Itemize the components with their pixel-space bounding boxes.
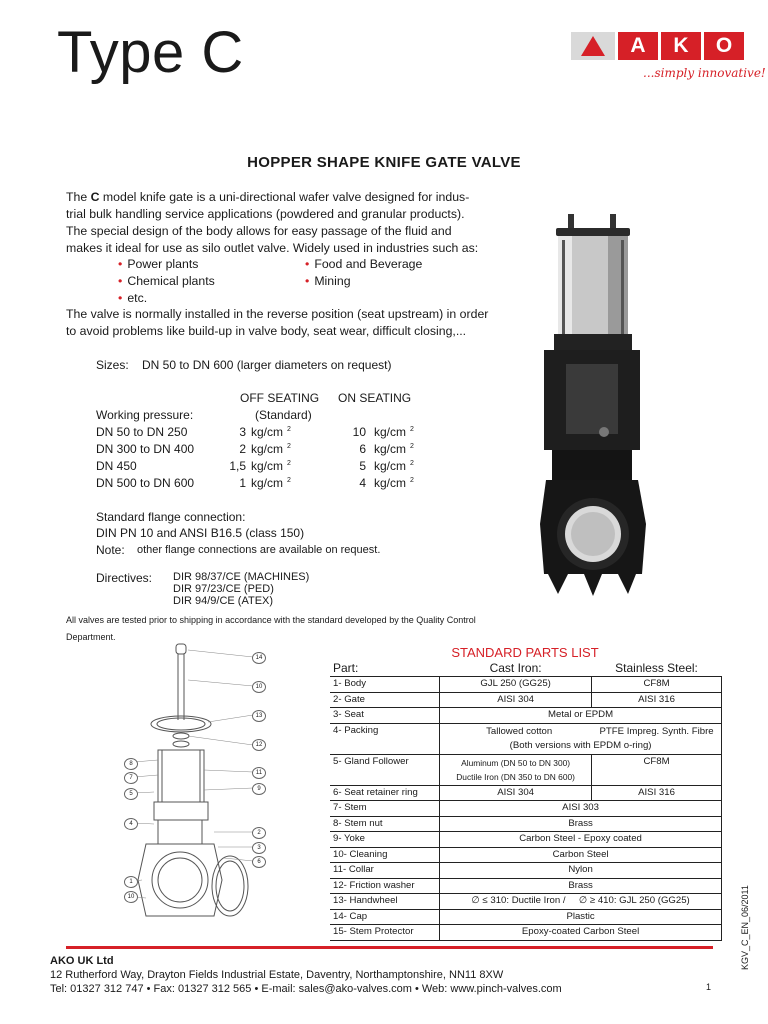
table-row bbox=[330, 816, 722, 832]
callout-number: 14 bbox=[252, 652, 266, 664]
intro-line-6: to avoid problems like build-up in valve body, seat wear, difficult closing,... bbox=[66, 324, 467, 338]
logo-letter-k: K bbox=[661, 32, 701, 60]
flange-value: DIN PN 10 and ANSI B16.5 (class 150) bbox=[96, 526, 305, 540]
part-name: 3- Seat bbox=[330, 708, 440, 724]
table-row bbox=[330, 925, 722, 941]
column-header: Stainless Steel: bbox=[615, 661, 698, 675]
table-row bbox=[330, 677, 722, 693]
bullet-item: • Mining bbox=[305, 274, 351, 288]
flange-label: Standard flange connection: bbox=[96, 510, 246, 524]
packing-cell: Tallowed cotton PTFE Impreg. Synth. Fibre (Both versions with EPDM o-ring) bbox=[440, 723, 722, 754]
logo-letter-o: O bbox=[704, 32, 744, 60]
part-name: 8- Stem nut bbox=[330, 816, 440, 832]
table-row bbox=[330, 692, 722, 708]
part-name: 11- Collar bbox=[330, 863, 440, 879]
callout-number: 6 bbox=[252, 856, 266, 868]
pressure-on-value: 10 bbox=[352, 425, 366, 439]
material-cell: Brass bbox=[440, 878, 722, 894]
material-cell: Carbon Steel - Epoxy coated bbox=[440, 832, 722, 848]
table-row bbox=[330, 785, 722, 801]
intro-line-2: trial bulk handling service applications (powdered and granular products). bbox=[66, 207, 465, 221]
part-name: 10- Cleaning bbox=[330, 847, 440, 863]
company-address: 12 Rutherford Way, Drayton Fields Industrial Estate, Daventry, Northamptonshire, NN11 8XW bbox=[50, 969, 504, 981]
table-row bbox=[330, 754, 722, 785]
callout-number: 3 bbox=[252, 842, 266, 854]
working-pressure-label: Working pressure: bbox=[96, 408, 194, 422]
table-row bbox=[330, 723, 722, 754]
pressure-dn: DN 500 to DN 600 bbox=[96, 476, 195, 490]
part-name: 2- Gate bbox=[330, 692, 440, 708]
exploded-diagram bbox=[118, 640, 268, 928]
stainless-steel-cell: CF8M bbox=[592, 677, 722, 693]
pressure-on-value: 6 bbox=[359, 442, 366, 456]
intro-line-1: The C model knife gate is a uni-directional wafer valve designed for indus- bbox=[66, 190, 470, 204]
bullet-item: • Power plants bbox=[118, 257, 199, 271]
table-header-row bbox=[330, 660, 722, 677]
cast-iron-cell: Aluminum (DN 50 to DN 300) Ductile Iron (DN 350 to DN 600) bbox=[440, 754, 592, 785]
cast-iron-cell: AISI 304 bbox=[440, 692, 592, 708]
material-cell: Metal or EPDM bbox=[440, 708, 722, 724]
stainless-steel-cell: AISI 316 bbox=[592, 785, 722, 801]
callout-number: 11 bbox=[252, 767, 266, 779]
part-name: 5- Gland Follower bbox=[330, 754, 440, 785]
tested-note: All valves are tested prior to shipping in accordance with the standard developed by the Quality Control Department. bbox=[66, 615, 476, 642]
parts-table bbox=[330, 660, 722, 941]
pressure-unit: kg/cm $^2$ bbox=[374, 442, 414, 456]
on-seating-header: ON SEATING bbox=[338, 391, 412, 405]
callout-number: 10 bbox=[124, 891, 138, 903]
pressure-dn: DN 50 to DN 250 bbox=[96, 425, 188, 439]
document-reference: KGV_C_EN_06/2011 bbox=[740, 885, 750, 970]
sizes-value: DN 50 to DN 600 (larger diameters on request) bbox=[142, 358, 392, 372]
page-number: 1 bbox=[706, 982, 712, 992]
sizes-label: Sizes: bbox=[96, 358, 129, 372]
pressure-unit: kg/cm $^2$ bbox=[251, 476, 291, 490]
pressure-dn: DN 450 bbox=[96, 459, 137, 473]
pressure-unit: kg/cm $^2$ bbox=[251, 459, 291, 473]
material-cell: Plastic bbox=[440, 909, 722, 925]
callout-number: 7 bbox=[124, 772, 138, 784]
callout-number: 1 bbox=[124, 876, 138, 888]
material-cell: Epoxy-coated Carbon Steel bbox=[440, 925, 722, 941]
stainless-steel-cell: CF8M bbox=[592, 754, 722, 785]
company-contact: Tel: 01327 312 747 • Fax: 01327 312 565 • E-mail: sales@ako-valves.com • Web: www.pinch-valves.com bbox=[50, 983, 562, 995]
part-name: 9- Yoke bbox=[330, 832, 440, 848]
callout-number: 13 bbox=[252, 710, 266, 722]
off-seating-header: OFF SEATING bbox=[240, 391, 320, 405]
table-row bbox=[330, 863, 722, 879]
callout-number: 8 bbox=[124, 758, 138, 770]
table-row bbox=[330, 909, 722, 925]
callout-number: 4 bbox=[124, 818, 138, 830]
table-row bbox=[330, 847, 722, 863]
note-text: other flange connections are available on request. bbox=[137, 544, 381, 556]
logo-letter-a: A bbox=[618, 32, 658, 60]
pressure-unit: kg/cm $^2$ bbox=[374, 425, 414, 439]
valve-photo bbox=[538, 214, 648, 604]
pressure-dn: DN 300 to DN 400 bbox=[96, 442, 195, 456]
cast-iron-cell: AISI 304 bbox=[440, 785, 592, 801]
pressure-off-value: 1 bbox=[239, 476, 246, 490]
part-name: 7- Stem bbox=[330, 801, 440, 817]
cast-iron-cell: GJL 250 (GG25) bbox=[440, 677, 592, 693]
footer-divider bbox=[66, 946, 713, 949]
callout-number: 5 bbox=[124, 788, 138, 800]
part-name: 14- Cap bbox=[330, 909, 440, 925]
intro-line-4: makes it ideal for use as silo outlet valve. Widely used in industries such as: bbox=[66, 241, 479, 255]
pressure-off-value: 3 bbox=[239, 425, 246, 439]
off-seating-subheader: (Standard) bbox=[255, 408, 312, 422]
directive-item: DIR 94/9/CE (ATEX) bbox=[173, 595, 274, 607]
ako-logo bbox=[571, 32, 766, 88]
table-row bbox=[330, 708, 722, 724]
callout-number: 2 bbox=[252, 827, 266, 839]
callout-number: 10 bbox=[252, 681, 266, 693]
table-row bbox=[330, 801, 722, 817]
logo-tagline: ...simply innovative! bbox=[643, 66, 766, 80]
material-cell: Carbon Steel bbox=[440, 847, 722, 863]
intro-line-5: The valve is normally installed in the reverse position (seat upstream) in order bbox=[66, 307, 489, 321]
parts-list-title: STANDARD PARTS LIST bbox=[451, 645, 599, 660]
stainless-steel-cell: AISI 316 bbox=[592, 692, 722, 708]
triangle-icon bbox=[571, 32, 615, 60]
pressure-off-value: 2 bbox=[239, 442, 246, 456]
pressure-unit: kg/cm $^2$ bbox=[374, 476, 414, 490]
note-label: Note: bbox=[96, 543, 125, 557]
callout-number: 9 bbox=[252, 783, 266, 795]
pressure-on-value: 4 bbox=[359, 476, 366, 490]
pressure-unit: kg/cm $^2$ bbox=[251, 425, 291, 439]
bullet-item: • Food and Beverage bbox=[305, 257, 423, 271]
material-cell: Brass bbox=[440, 816, 722, 832]
part-name: 12- Friction washer bbox=[330, 878, 440, 894]
callout-number: 12 bbox=[252, 739, 266, 751]
model-letter: C bbox=[90, 190, 100, 204]
intro-line-3: The special design of the body allows for easy passage of the fluid and bbox=[66, 224, 452, 238]
material-cell: AISI 303 bbox=[440, 801, 722, 817]
material-cell: ∅ ≤ 310: Ductile Iron / ∅ ≥ 410: GJL 250 (GG25) bbox=[440, 894, 722, 910]
bullet-item: • Chemical plants bbox=[118, 274, 215, 288]
part-name: 13- Handwheel bbox=[330, 894, 440, 910]
material-cell: Nylon bbox=[440, 863, 722, 879]
page-title: Type C bbox=[57, 20, 244, 85]
part-name: 1- Body bbox=[330, 677, 440, 693]
directive-item: DIR 98/37/CE (MACHINES) bbox=[173, 571, 310, 583]
pressure-unit: kg/cm $^2$ bbox=[251, 442, 291, 456]
directives-label: Directives: bbox=[96, 571, 153, 585]
pressure-unit: kg/cm $^2$ bbox=[374, 459, 414, 473]
directive-item: DIR 97/23/CE (PED) bbox=[173, 583, 274, 595]
company-name: AKO UK Ltd bbox=[50, 955, 114, 967]
column-header: Part: bbox=[333, 661, 359, 675]
table-row bbox=[330, 832, 722, 848]
table-row bbox=[330, 878, 722, 894]
part-name: 4- Packing bbox=[330, 723, 440, 754]
pressure-on-value: 5 bbox=[359, 459, 366, 473]
pressure-off-value: 1,5 bbox=[229, 459, 246, 473]
section-heading: HOPPER SHAPE KNIFE GATE VALVE bbox=[247, 154, 521, 171]
part-name: 6- Seat retainer ring bbox=[330, 785, 440, 801]
column-header: Cast Iron: bbox=[489, 661, 542, 675]
table-row bbox=[330, 894, 722, 910]
part-name: 15- Stem Protector bbox=[330, 925, 440, 941]
bullet-item: • etc. bbox=[118, 291, 148, 305]
